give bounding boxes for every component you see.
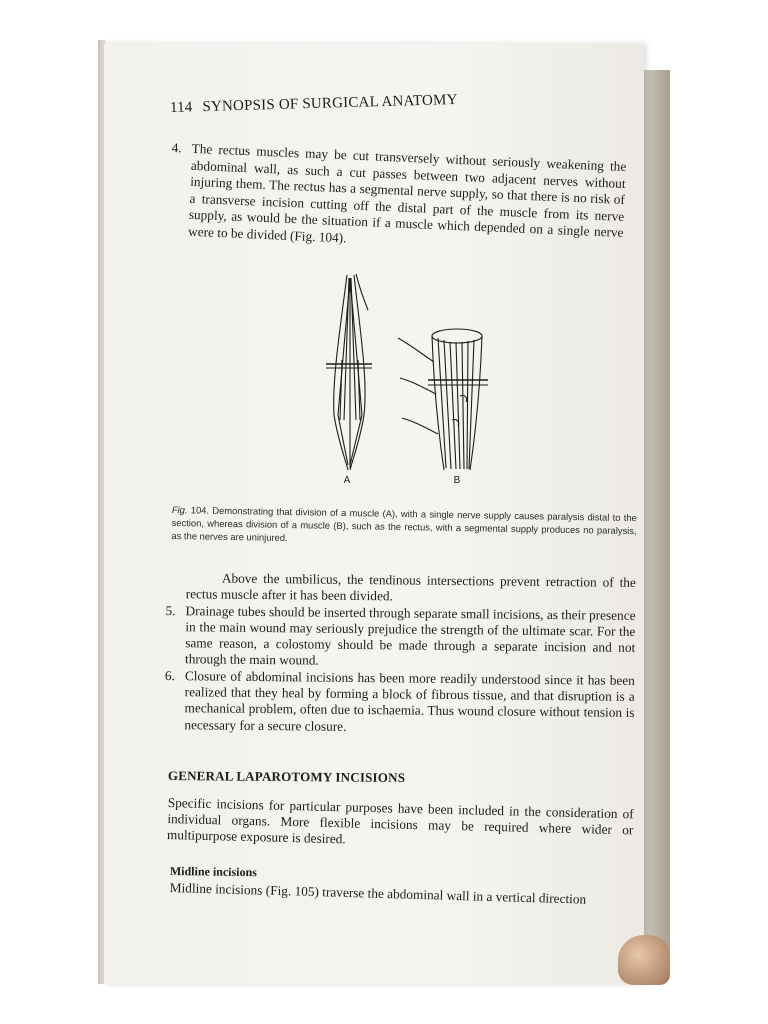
list-item-text: The rectus muscles may be cut transversely without seriously weakening the abdominal wall, as such a cut passes between two adjacent nerves without injuring them. The rectus has a segmental nerve supply, so that there is no risk of a transverse incision cutting off the distal part of the muscle from its nerve supply, as would be the situation if a muscle which depended on a single nerve were to be divided (Fig. 104).: [187, 140, 627, 246]
list-item-4: [168, 140, 627, 259]
body-text: [164, 570, 636, 738]
page-number: 114: [169, 99, 193, 116]
list-number: 6.: [164, 667, 175, 683]
muscle-a-drawing: [326, 274, 372, 470]
caption-text: 104. Demonstrating that division of a muscle (A), with a single nerve supply causes paralysis distal to the section, whereas division of a muscle (B), such as the rectus, with a segmental supply produces no paralysis, as the nerves are uninjured.: [171, 504, 637, 544]
list-item-text: Closure of abdominal incisions has been more readily understood since it has been realized that they heal by forming a block of fibrous tissue, and that disruption is a mechanical problem, often due to ischaemia. Thus wound closure without tension is necessary for a secure closure.: [184, 667, 635, 734]
list-number: 5.: [165, 602, 176, 618]
running-title: SYNOPSIS OF SURGICAL ANATOMY: [202, 91, 458, 116]
figure-label-a: A: [343, 475, 351, 485]
list-item-5: [165, 603, 636, 673]
continuation-paragraph: Above the umbilicus, the tendinous intersections prevent retraction of the rectus muscle after it has been divided.: [185, 570, 636, 604]
section-paragraph: Specific incisions for particular purposes have been included in the consideration of individual organs. More flexible incisions may be required where wider or multipurpose exposure is desired.: [166, 795, 634, 847]
list-number: 4.: [171, 140, 182, 156]
figure-104: [320, 270, 510, 485]
subsection-paragraph: Midline incisions (Fig. 105) traverse the abdominal wall in a vertical direction: [169, 880, 587, 907]
caption-fig-ref: Fig.: [171, 503, 188, 516]
figure-caption: [171, 503, 637, 550]
section-heading: GENERAL LAPAROTOMY INCISIONS: [167, 768, 406, 786]
list-item-text: Drainage tubes should be inserted through separate small incisions, as their presence in the main wound may seriously prejudice the strength of the ultimate scar. For the same reason, a colostomy should be made through a separate incision and not through the main wound.: [184, 602, 636, 669]
figure-label-b: B: [453, 475, 461, 485]
list-item-6: [164, 668, 635, 738]
muscle-b-drawing: [398, 329, 488, 470]
muscle-diagram: [320, 270, 510, 485]
finger-photo-detail: [618, 935, 670, 985]
subsection-heading: Midline incisions: [169, 864, 258, 880]
